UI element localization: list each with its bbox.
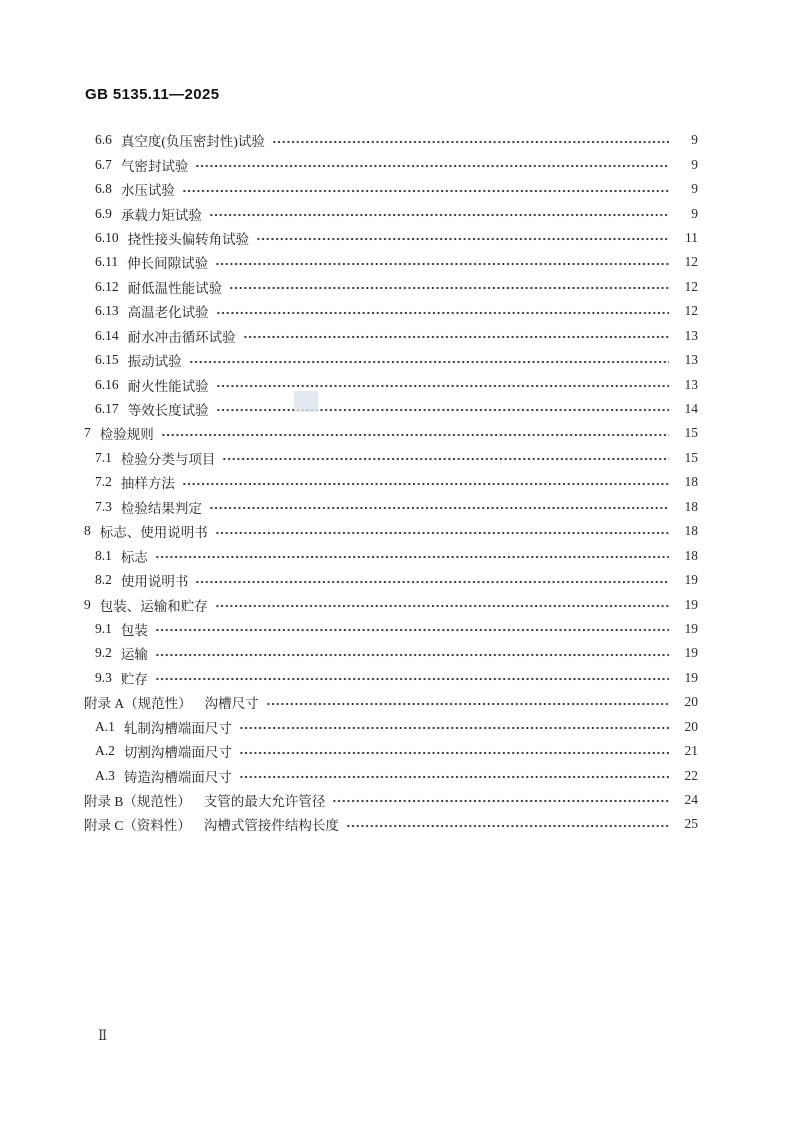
toc-entry-page: 20 <box>684 694 698 710</box>
toc-entry-title: 支管的最大允许管径 <box>203 794 326 810</box>
toc-entry-page: 18 <box>684 523 698 539</box>
toc-entry-page: 21 <box>684 743 698 759</box>
toc-entry-title: 耐水冲击循环试验 <box>127 329 236 345</box>
dot-leader <box>155 543 669 567</box>
toc-entry-number: 9.3 <box>95 669 112 685</box>
toc-entry <box>84 495 698 519</box>
toc-entry-page: 19 <box>684 645 698 661</box>
dot-leader <box>209 495 669 519</box>
toc-entry-page: 12 <box>684 254 698 270</box>
dot-leader <box>222 446 669 470</box>
dot-leader <box>195 152 669 176</box>
toc-entry-page: 18 <box>684 547 698 563</box>
dot-leader <box>182 177 669 201</box>
toc-entry-number: 6.6 <box>95 132 112 148</box>
toc-entry-page: 13 <box>684 352 698 368</box>
toc-entry-title: 承载力矩试验 <box>120 207 202 223</box>
toc-entry-page: 13 <box>684 376 698 392</box>
dot-leader <box>215 519 669 543</box>
toc-entry-title: 水压试验 <box>120 183 175 199</box>
toc-entry <box>84 446 698 470</box>
toc-entry-number: 6.13 <box>95 303 119 319</box>
toc-entry-number: 9.2 <box>95 645 112 661</box>
toc-entry-title: 挠性接头偏转角试验 <box>127 231 250 247</box>
toc-entry-number: 6.15 <box>95 352 119 368</box>
toc-entry <box>84 519 698 543</box>
dot-leader <box>161 421 669 445</box>
standard-number-header: GB 5135.11—2025 <box>85 86 220 103</box>
toc-entry <box>84 715 698 739</box>
dot-leader <box>216 397 669 421</box>
toc-entry-title: 耐火性能试验 <box>127 378 209 394</box>
toc-entry-page: 19 <box>684 572 698 588</box>
toc-entry-number: 7.1 <box>95 449 112 465</box>
toc-entry-title: 真空度(负压密封性)试验 <box>120 134 265 150</box>
toc-entry-number: A.3 <box>95 767 115 783</box>
toc-entry-number: 附录 B（规范性） <box>84 794 191 810</box>
toc-entry <box>84 348 698 372</box>
toc-entry-title: 包装、运输和贮存 <box>99 598 208 614</box>
toc-entry-number: 6.12 <box>95 278 119 294</box>
dot-leader <box>215 592 669 616</box>
toc-entry-title: 标志 <box>120 549 148 565</box>
dot-leader <box>155 641 669 665</box>
toc-entry-number: 8 <box>84 523 91 539</box>
toc-entry-title: 检验分类与项目 <box>120 451 216 467</box>
dot-leader <box>229 275 669 299</box>
toc-entry-title: 检验规则 <box>99 427 154 443</box>
toc-entry <box>84 666 698 690</box>
toc-entry-number: 6.16 <box>95 376 119 392</box>
toc-entry <box>84 641 698 665</box>
table-of-contents <box>84 128 698 837</box>
toc-entry-title: 轧制沟槽端面尺寸 <box>123 720 232 736</box>
dot-leader <box>239 715 669 739</box>
toc-entry-title: 沟槽尺寸 <box>204 696 259 712</box>
toc-entry-page: 11 <box>685 229 698 245</box>
toc-entry-page: 9 <box>691 205 698 221</box>
toc-entry-page: 19 <box>684 596 698 612</box>
toc-entry-number: 6.11 <box>95 254 119 270</box>
toc-entry-page: 15 <box>684 449 698 465</box>
dot-leader <box>239 739 669 763</box>
toc-entry-number: 9.1 <box>95 620 112 636</box>
toc-entry-number: A.1 <box>95 718 115 734</box>
toc-entry-title: 检验结果判定 <box>120 500 202 516</box>
toc-entry-title: 铸造沟槽端面尺寸 <box>123 769 232 785</box>
dot-leader <box>239 763 669 787</box>
dot-leader <box>155 666 669 690</box>
dot-leader <box>266 690 669 714</box>
toc-entry-page: 22 <box>684 767 698 783</box>
toc-entry-page: 20 <box>684 718 698 734</box>
toc-entry-number: 6.9 <box>95 205 112 221</box>
toc-entry <box>84 397 698 421</box>
toc-entry-title: 贮存 <box>120 671 148 687</box>
toc-entry <box>84 128 698 152</box>
toc-entry-title: 切割沟槽端面尺寸 <box>123 745 232 761</box>
toc-entry <box>84 812 698 836</box>
toc-entry-number: 6.7 <box>95 156 112 172</box>
dot-leader <box>182 470 669 494</box>
toc-entry <box>84 324 698 348</box>
toc-entry-title: 运输 <box>120 647 148 663</box>
toc-entry-number: 7.3 <box>95 498 112 514</box>
toc-entry-page: 12 <box>684 278 698 294</box>
toc-entry-page: 14 <box>684 401 698 417</box>
toc-entry <box>84 617 698 641</box>
toc-entry-title: 等效长度试验 <box>127 403 209 419</box>
toc-entry-number: 6.10 <box>95 229 119 245</box>
toc-entry-number: 附录 A（规范性） <box>84 696 192 712</box>
toc-entry-number: 6.17 <box>95 401 119 417</box>
toc-entry <box>84 372 698 396</box>
toc-entry-page: 24 <box>684 792 698 808</box>
toc-entry <box>84 592 698 616</box>
toc-entry-title: 高温老化试验 <box>127 305 209 321</box>
toc-entry <box>84 177 698 201</box>
toc-entry-title: 标志、使用说明书 <box>99 525 208 541</box>
dot-leader <box>215 250 669 274</box>
toc-entry <box>84 226 698 250</box>
dot-leader <box>332 788 669 812</box>
toc-entry-number: 6.14 <box>95 327 119 343</box>
toc-entry-title: 使用说明书 <box>120 574 189 590</box>
toc-entry-page: 12 <box>684 303 698 319</box>
dot-leader <box>209 201 669 225</box>
toc-entry <box>84 470 698 494</box>
toc-entry-page: 13 <box>684 327 698 343</box>
toc-entry-page: 18 <box>684 498 698 514</box>
toc-entry <box>84 299 698 323</box>
toc-entry-number: 附录 C（资料性） <box>84 818 191 834</box>
toc-entry-number: 9 <box>84 596 91 612</box>
toc-entry-page: 9 <box>691 181 698 197</box>
toc-entry <box>84 250 698 274</box>
toc-entry-page: 19 <box>684 669 698 685</box>
toc-entry <box>84 421 698 445</box>
toc-entry-title: 包装 <box>120 622 148 638</box>
toc-entry-page: 25 <box>684 816 698 832</box>
dot-leader <box>155 617 669 641</box>
toc-entry-page: 9 <box>691 156 698 172</box>
toc-entry <box>84 568 698 592</box>
toc-entry <box>84 788 698 812</box>
dot-leader <box>195 568 669 592</box>
toc-entry <box>84 152 698 176</box>
dot-leader <box>189 348 669 372</box>
toc-entry-title: 振动试验 <box>127 354 182 370</box>
dot-leader <box>216 299 669 323</box>
toc-entry-number: 8.2 <box>95 572 112 588</box>
dot-leader <box>243 324 669 348</box>
toc-entry-number: 6.8 <box>95 181 112 197</box>
toc-entry-number: 8.1 <box>95 547 112 563</box>
toc-entry-title: 耐低温性能试验 <box>127 280 223 296</box>
dot-leader <box>256 226 669 250</box>
toc-entry-page: 15 <box>684 425 698 441</box>
toc-entry-number: 7.2 <box>95 474 112 490</box>
dot-leader <box>216 372 669 396</box>
toc-entry-page: 9 <box>691 132 698 148</box>
toc-entry-title: 抽样方法 <box>120 476 175 492</box>
toc-entry <box>84 275 698 299</box>
toc-entry-page: 18 <box>684 474 698 490</box>
toc-entry-title: 沟槽式管接件结构长度 <box>203 818 339 834</box>
toc-entry <box>84 763 698 787</box>
scan-artifact <box>294 391 318 412</box>
page-number-footer: Ⅱ <box>98 1028 108 1043</box>
toc-entry <box>84 543 698 567</box>
toc-entry-title: 气密封试验 <box>120 158 189 174</box>
toc-entry-page: 19 <box>684 620 698 636</box>
toc-entry-title: 伸长间隙试验 <box>127 256 209 272</box>
toc-entry-number: A.2 <box>95 743 115 759</box>
toc-entry <box>84 739 698 763</box>
toc-entry <box>84 690 698 714</box>
dot-leader <box>346 812 669 836</box>
dot-leader <box>272 128 669 152</box>
toc-entry <box>84 201 698 225</box>
toc-entry-number: 7 <box>84 425 91 441</box>
